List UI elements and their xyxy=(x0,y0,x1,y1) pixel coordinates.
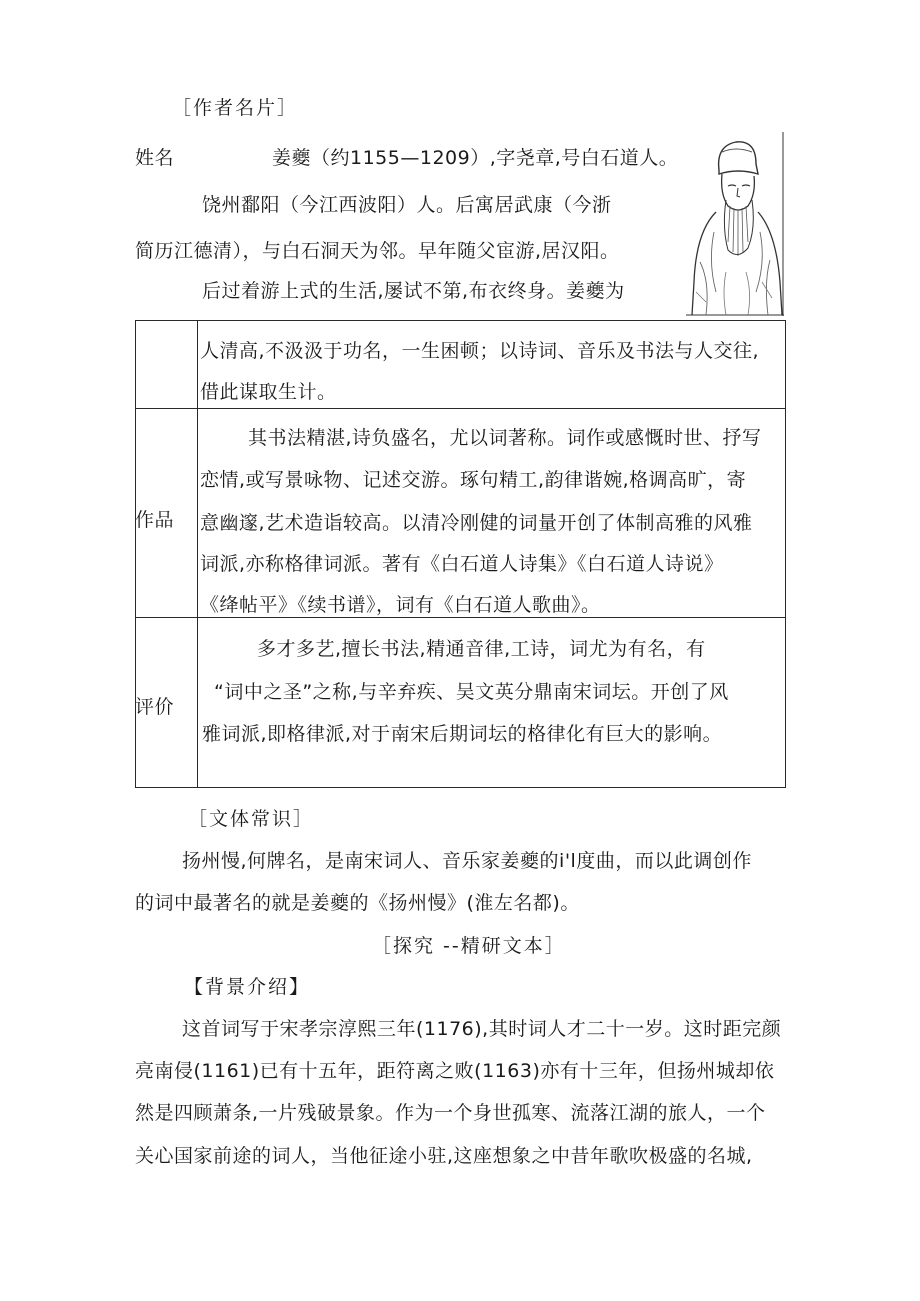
study-heading: ［探究 --精研文本］ xyxy=(372,935,566,957)
background-line-4: 关心国家前途的词人，当他征途小驻,这座想象之中昔年歌吹极盛的名城, xyxy=(135,1145,753,1167)
table-column-divider xyxy=(197,320,198,788)
background-line-2: 亮南侵(1161)已有十五年，距符离之败(1163)亦有十三年，但扬州城却依 xyxy=(135,1060,775,1082)
name-line-1: 姜夔（约1155—1209）,字尧章,号白石道人。 xyxy=(272,147,679,169)
author-portrait-image xyxy=(686,132,784,316)
table-divider-2 xyxy=(135,617,786,618)
table-divider-1 xyxy=(135,408,786,409)
evaluation-label: 评价 xyxy=(135,696,175,718)
genre-line-1: 扬州慢,何牌名，是南宋词人、音乐家姜夔的i'l度曲，而以此调创作 xyxy=(182,850,752,872)
works-line-4: 词派,亦称格律词派。著有《白石道人诗集》《白石道人诗说》 xyxy=(200,553,724,575)
genre-heading: ［文体常识］ xyxy=(188,808,315,830)
works-line-2: 恋情,或写景咏物、记述交游。琢句精工,韵律谐婉,格调高旷，寄 xyxy=(200,469,747,491)
background-heading: 【背景介绍】 xyxy=(184,976,311,998)
name-label: 姓名 xyxy=(135,147,175,169)
evaluation-line-2: “词中之圣”之称,与辛弃疾、吴文英分鼎南宋词坛。开创了风 xyxy=(214,681,729,703)
works-label: 作品 xyxy=(135,509,175,531)
bio-line-1: 人清高,不汲汲于功名，一生困顿；以诗词、音乐及书法与人交往, xyxy=(200,340,760,362)
evaluation-line-1: 多才多艺,擅长书法,精通音律,工诗，词尤为有名，有 xyxy=(257,638,706,660)
evaluation-line-3: 雅词派,即格律派,对于南宋后期词坛的格律化有巨大的影响。 xyxy=(202,723,723,745)
table-border-right xyxy=(785,320,786,788)
table-border-top xyxy=(135,320,786,321)
background-line-1: 这首词写于宋孝宗淳熙三年(1176),其时词人才二十一岁。这时距完颜 xyxy=(182,1018,782,1040)
name-line-2: 饶州鄱阳（今江西波阳）人。后寓居武康（今浙 xyxy=(202,194,612,216)
name-line-4: 后过着游上式的生活,屡试不第,布衣终身。姜夔为 xyxy=(202,280,625,302)
table-border-bottom xyxy=(135,787,786,788)
works-line-5: 《绛帖平》《续书谱》，词有《白石道人歌曲》。 xyxy=(200,594,601,616)
works-line-1: 其书法精湛,诗负盛名，尤以词著称。词作或感慨时世、抒写 xyxy=(248,427,762,449)
author-card-heading: ［作者名片］ xyxy=(172,97,299,119)
name-line-3: 简历江德清），与白石洞天为邻。早年随父宦游,居汉阳。 xyxy=(135,240,620,262)
bio-line-2: 借此谋取生计。 xyxy=(200,381,337,403)
background-line-3: 然是四顾萧条,一片残破景象。作为一个身世孤寒、流落江湖的旅人，一个 xyxy=(135,1102,766,1124)
works-line-3: 意幽邃,艺术造诣较高。以清冷刚健的词量开创了体制高雅的风雅 xyxy=(200,512,753,534)
genre-line-2: 的词中最著名的就是姜夔的《扬州慢》(淮左名都)。 xyxy=(135,892,580,914)
